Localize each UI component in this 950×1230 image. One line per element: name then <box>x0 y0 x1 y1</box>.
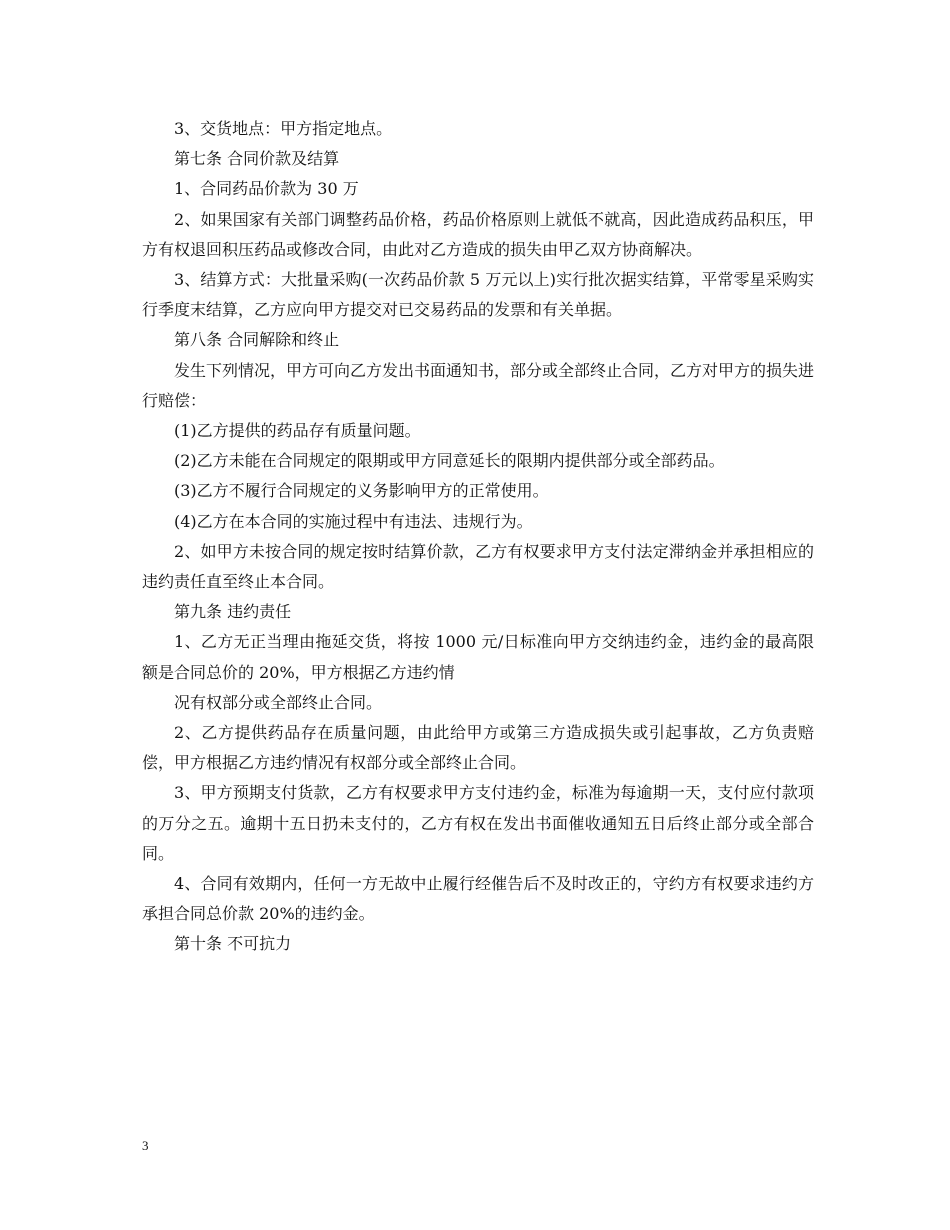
paragraph: 2、如甲方未按合同的规定按时结算价款，乙方有权要求甲方支付法定滞纳金并承担相应的违约责任直至终止本合同。 <box>142 541 814 592</box>
list-item: (4)乙方在本合同的实施过程中有违法、违规行为。 <box>174 511 533 531</box>
paragraph: 况有权部分或全部终止合同。 <box>174 692 383 712</box>
paragraph: 2、如果国家有关部门调整药品价格，药品价格原则上就低不就高，因此造成药品积压，甲方有权退回积压药品或修改合同，由此对乙方造成的损失由甲乙双方协商解决。 <box>142 209 814 259</box>
paragraph: 1、合同药品价款为 30 万 <box>174 179 359 199</box>
paragraph: 1、乙方无正当理由拖延交货，将按 1000 元/日标准向甲方交纳违约金，违约金的最高限额是合同总价的 20%，甲方根据乙方违约情 <box>142 632 814 682</box>
list-item: (2)乙方未能在合同规定的限期或甲方同意延长的限期内提供部分或全部药品。 <box>174 451 725 471</box>
list-item: (1)乙方提供的药品存有质量问题。 <box>174 421 421 441</box>
document-body <box>142 114 814 960</box>
section-heading: 第八条 合同解除和终止 <box>174 330 340 350</box>
list-item: (3)乙方不履行合同规定的义务影响甲方的正常使用。 <box>174 481 549 501</box>
section-heading: 第九条 违约责任 <box>174 602 292 622</box>
paragraph: 4、合同有效期内，任何一方无故中止履行经催告后不及时改正的，守约方有权要求违约方承担合同总价款 20%的违约金。 <box>142 874 814 924</box>
paragraph: 发生下列情况，甲方可向乙方发出书面通知书，部分或全部终止合同，乙方对甲方的损失进行赔偿： <box>142 360 815 410</box>
section-heading: 第七条 合同价款及结算 <box>174 149 340 169</box>
section-heading: 第十条 不可抗力 <box>174 934 292 954</box>
paragraph: 3、结算方式：大批量采购(一次药品价款 5 万元以上)实行批次据实结算，平常零星采购实行季度末结算，乙方应向甲方提交对已交易药品的发票和有关单据。 <box>142 270 814 320</box>
page-number: 3 <box>142 1138 149 1153</box>
paragraph: 3、交货地点：甲方指定地点。 <box>174 119 393 138</box>
paragraph: 3、甲方预期支付货款，乙方有权要求甲方支付违约金，标准为每逾期一天，支付应付款项的万分之五。逾期十五日扔未支付的，乙方有权在发出书面催收通知五日后终止部分或全部合同。 <box>142 783 814 863</box>
paragraph: 2、乙方提供药品存在质量问题，由此给甲方或第三方造成损失或引起事故，乙方负责赔偿，甲方根据乙方违约情况有权部分或全部终止合同。 <box>142 723 814 773</box>
